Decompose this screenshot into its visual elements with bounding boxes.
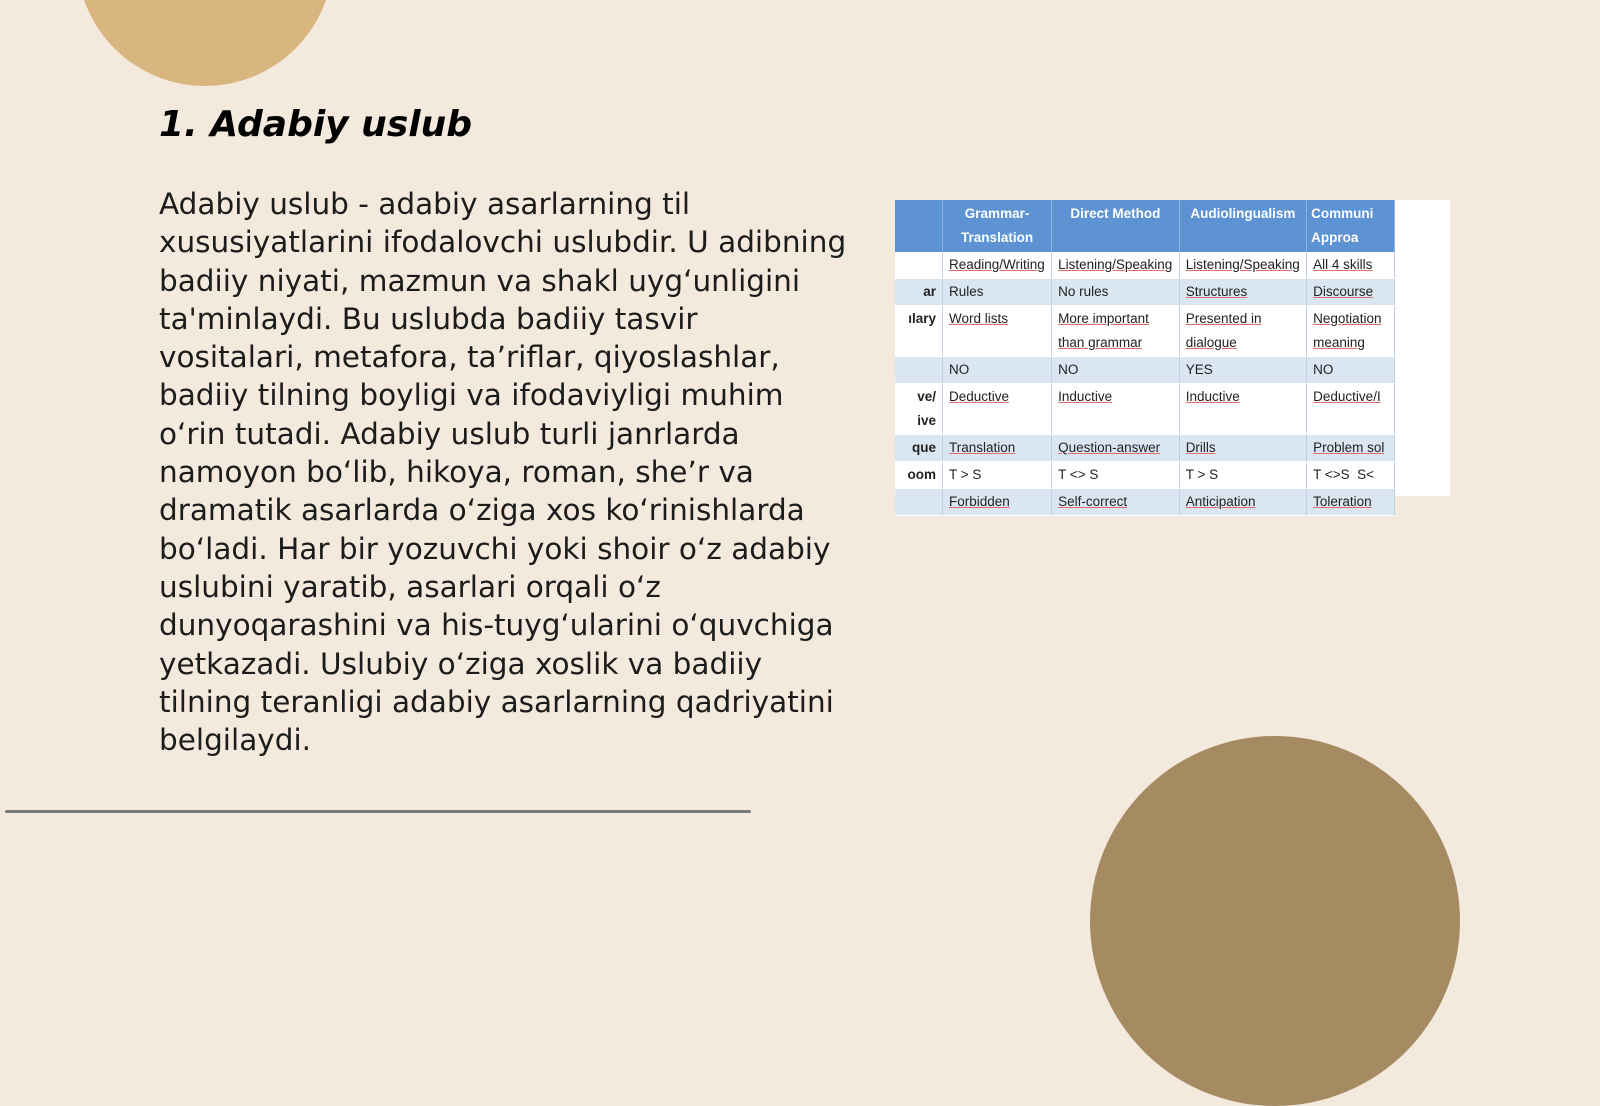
table-cell xyxy=(895,357,943,384)
table-cell: T <>S S< xyxy=(1307,462,1395,489)
table-cell: T > S xyxy=(1179,462,1306,489)
table-cell: Reading/Writing xyxy=(943,252,1052,279)
decorative-circle-bottom xyxy=(1090,736,1460,1106)
table-cell: Inductive xyxy=(1179,384,1306,435)
table-cell: Deductive xyxy=(943,384,1052,435)
table-cell: All 4 skills xyxy=(1307,252,1395,279)
table-header-cell xyxy=(895,200,943,252)
table-cell: Toleration xyxy=(1307,489,1395,516)
table-cell: Self-correct xyxy=(1052,489,1180,516)
table-header-cell: Direct Method xyxy=(1052,200,1180,252)
table-row xyxy=(895,489,1395,516)
table-cell: ılary xyxy=(895,306,943,357)
table-cell xyxy=(895,489,943,516)
decorative-circle-top xyxy=(77,0,333,86)
table-cell: Word lists xyxy=(943,306,1052,357)
table-row xyxy=(895,252,1395,279)
methods-comparison-table xyxy=(895,200,1395,516)
table-cell: Problem sol xyxy=(1307,435,1395,462)
table-cell: Translation xyxy=(943,435,1052,462)
table-cell: ve/ ive xyxy=(895,384,943,435)
table-row xyxy=(895,357,1395,384)
table-cell: Inductive xyxy=(1052,384,1180,435)
table-cell: Discourse xyxy=(1307,279,1395,306)
table-cell: que xyxy=(895,435,943,462)
table-cell: NO xyxy=(1307,357,1395,384)
table-header-cell: Audiolingualism xyxy=(1179,200,1306,252)
methods-table-image xyxy=(907,200,1450,509)
table-cell: T > S xyxy=(943,462,1052,489)
divider-line xyxy=(5,810,751,813)
table-row xyxy=(895,279,1395,306)
table-cell: Question-answer xyxy=(1052,435,1180,462)
table-cell: Forbidden xyxy=(943,489,1052,516)
table-cell: NO xyxy=(1052,357,1180,384)
table-cell: NO xyxy=(943,357,1052,384)
table-cell: Negotiation meaning xyxy=(1307,306,1395,357)
table-cell: Rules xyxy=(943,279,1052,306)
table-cell: YES xyxy=(1179,357,1306,384)
table-row xyxy=(895,306,1395,357)
table-cell xyxy=(895,252,943,279)
table-header-row xyxy=(895,200,1395,252)
table-cell: Anticipation xyxy=(1179,489,1306,516)
table-cell: Listening/Speaking xyxy=(1179,252,1306,279)
table-cell: Presented in dialogue xyxy=(1179,306,1306,357)
table-cell: No rules xyxy=(1052,279,1180,306)
table-cell: ar xyxy=(895,279,943,306)
table-row xyxy=(895,435,1395,462)
slide-body-text: Adabiy uslub - adabiy asarlarning til xususiyatlarini ifodalovchi uslubdir. U adibning badiiy niyati, mazmun va shakl uyg‘unligini ta'minlaydi. Bu uslubda badiiy tasvir vositalari, metafora, ta’riflar, qiyoslashlar, badiiy tilning boyligi va ifodaviyligi muhim o‘rin tutadi. Adabiy uslub turli janrlarda namoyon bo‘lib, hikoya, roman, she’r va dramatik asarlarda o‘ziga xos ko‘rinishlarda bo‘ladi. Har bir yozuvchi yoki shoir o‘z adabiy uslubini yaratib, asarlari orqali o‘z dunyoqarashini va his-tuyg‘ularini o‘quvchiga yetkazadi. Uslubiy o‘ziga xoslik va badiiy tilning teranligi adabiy asarlarning qadriyatini belgilaydi. xyxy=(159,187,847,758)
table-cell: Drills xyxy=(1179,435,1306,462)
slide-title: 1. Adabiy uslub xyxy=(159,104,472,145)
table-cell: Listening/Speaking xyxy=(1052,252,1180,279)
table-cell: Structures xyxy=(1179,279,1306,306)
table-cell: Deductive/I xyxy=(1307,384,1395,435)
table-cell: T <> S xyxy=(1052,462,1180,489)
table-cell: More important than grammar xyxy=(1052,306,1180,357)
table-row xyxy=(895,384,1395,435)
table-header-cell: Communi Approa xyxy=(1307,200,1395,252)
table-row xyxy=(895,462,1395,489)
table-header-cell: Grammar- Translation xyxy=(943,200,1052,252)
table-cell: oom xyxy=(895,462,943,489)
